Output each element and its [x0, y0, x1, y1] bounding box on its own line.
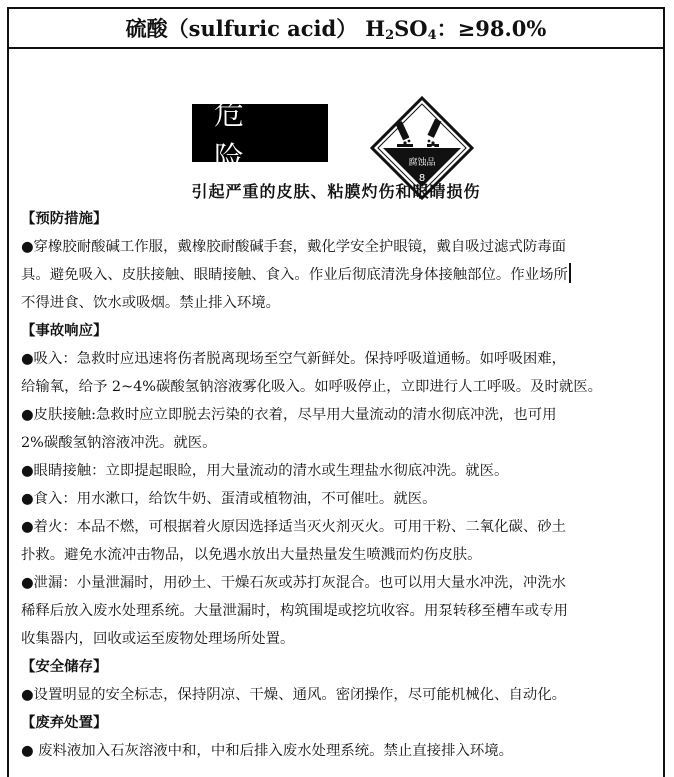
hazard-statement: 引起严重的皮肤、粘膜灼伤和眼睛损伤: [191, 182, 481, 201]
section-title-disposal: 【废弃处置】: [21, 714, 108, 731]
chemical-english-name: （sulfuric acid）: [167, 16, 358, 41]
pictogram-label: 腐蚀品: [408, 158, 436, 168]
storage-line: ●设置明显的安全标志，保持阴凉、干燥、通风。密闭操作，尽可能机械化、自动化。: [21, 687, 567, 703]
response-line: ●吸入：急救时应迅速将伤者脱离现场至空气新鲜处。保持呼吸道通畅。如呼吸困难，: [21, 351, 567, 367]
section-title-response: 【事故响应】: [21, 322, 108, 339]
prevention-line: 具。避免吸入、皮肤接触、眼睛接触、食入。作业后彻底清洗身体接触部位。作业场所: [21, 267, 568, 283]
response-line: 扑救。避免水流冲击物品，以免遇水放出大量热量发生喷溅而灼伤皮肤。: [21, 547, 482, 563]
response-line: 收集器内，回收或运至废物处理场所处置。: [21, 631, 295, 647]
response-line: 2%碳酸氢钠溶液冲洗。就医。: [21, 435, 217, 451]
concentration: ：≥98.0%: [436, 16, 547, 41]
chemical-formula: $H_2SO_4$：≥98.0%: [365, 16, 547, 43]
prevention-line: ●穿橡胶耐酸碱工作服，戴橡胶耐酸碱手套，戴化学安全护眼镜，戴自吸过滤式防毒面: [21, 239, 567, 255]
response-line: ●着火：本品不燃，可根据着火原因选择适当灭火剂灭火。可用干粉、二氧化碳、砂土: [21, 519, 567, 535]
safety-label-sheet: [7, 7, 665, 777]
prevention-line-wrap: [21, 261, 651, 289]
response-line: 稀释后放入废水处理系统。大量泄漏时，构筑围堤或挖坑收容。用泵转移至槽车或专用: [21, 603, 568, 619]
section-title-storage: 【安全储存】: [21, 658, 108, 675]
text-cursor: [569, 263, 571, 283]
response-line: ●眼睛接触：立即提起眼睑，用大量流动的清水或生理盐水彻底冲洗。就医。: [21, 463, 509, 479]
response-line: ●皮肤接触:急救时应立即脱去污染的衣着，尽早用大量流动的清水彻底冲洗，也可用: [21, 407, 557, 423]
section-title-prevention: 【预防措施】: [21, 210, 108, 227]
response-line: ●食入：用水漱口，给饮牛奶、蛋清或植物油，不可催吐。就医。: [21, 491, 437, 507]
pictogram-class-number: 8: [418, 173, 426, 184]
response-line: ●泄漏：小量泄漏时，用砂土、干燥石灰或苏打灰混合。也可以用大量水冲洗，冲洗水: [21, 575, 567, 591]
chemical-name: 硫酸: [125, 16, 168, 41]
prevention-line: 不得进食、饮水或吸烟。禁止排入环境。: [21, 295, 281, 311]
signal-word-danger: 危 险: [192, 104, 328, 162]
disposal-line: ● 废料液加入石灰溶液中和，中和后排入废水处理系统。禁止直接排入环境。: [21, 743, 514, 759]
precautionary-content: [21, 205, 651, 765]
title-bar: [9, 9, 663, 49]
response-line: 给输氧，给予 2~4%碳酸氢钠溶液雾化吸入。如呼吸停止，立即进行人工呼吸。及时就医。: [21, 379, 603, 395]
